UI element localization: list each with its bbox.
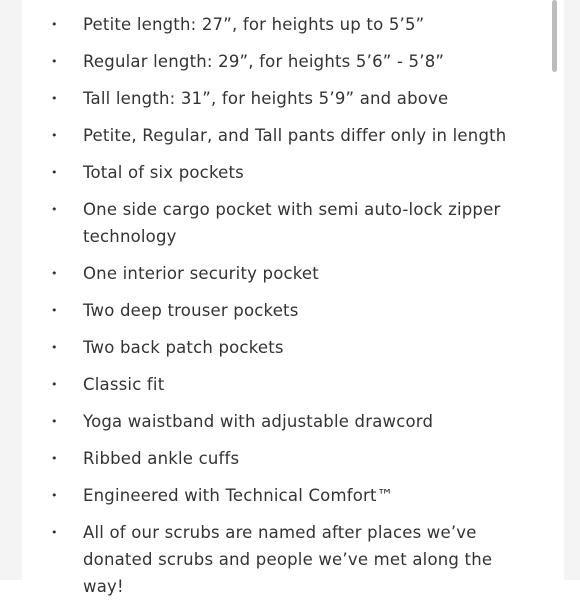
list-item <box>22 85 556 112</box>
list-item-text: One side cargo pocket with semi auto-lock zipper technology <box>83 200 501 246</box>
list-item <box>22 482 556 509</box>
list-item <box>22 196 556 250</box>
feature-list <box>22 11 556 610</box>
list-item <box>22 48 556 75</box>
list-item-text: Two back patch pockets <box>83 338 284 357</box>
bullet-icon: • <box>51 129 58 142</box>
list-item-text: Regular length: 29”, for heights 5’6” - 5’8” <box>83 52 445 71</box>
bullet-icon: • <box>51 341 58 354</box>
list-item-text: One interior security pocket <box>83 264 319 283</box>
list-item <box>22 334 556 361</box>
left-gutter <box>0 0 22 580</box>
bullet-icon: • <box>51 378 58 391</box>
bullet-icon: • <box>51 203 58 216</box>
bullet-icon: • <box>51 267 58 280</box>
list-item-text: Petite, Regular, and Tall pants differ only in length <box>83 126 507 145</box>
list-item-text: Tall length: 31”, for heights 5’9” and above <box>83 89 449 108</box>
list-item-text: All of our scrubs are named after places we’ve donated scrubs and people we’ve met along the way! <box>83 523 493 596</box>
list-item-text: Classic fit <box>83 375 165 394</box>
list-item-text: Total of six pockets <box>83 163 244 182</box>
scrollbar-thumb[interactable] <box>552 0 557 72</box>
list-item <box>22 122 556 149</box>
list-item-text: Two deep trouser pockets <box>83 301 299 320</box>
list-item-text: Yoga waistband with adjustable drawcord <box>83 412 434 431</box>
list-item <box>22 371 556 398</box>
list-item <box>22 260 556 287</box>
list-item <box>22 11 556 38</box>
list-item <box>22 445 556 472</box>
list-item <box>22 297 556 324</box>
scrollbar-track[interactable] <box>550 0 562 580</box>
list-item-text: Engineered with Technical Comfort™ <box>83 486 394 505</box>
bullet-icon: • <box>51 304 58 317</box>
list-item <box>22 519 556 600</box>
product-details-panel <box>22 0 556 596</box>
bullet-icon: • <box>51 55 58 68</box>
bullet-icon: • <box>51 489 58 502</box>
list-item <box>22 159 556 186</box>
bullet-icon: • <box>51 166 58 179</box>
bullet-icon: • <box>51 526 58 539</box>
list-item-text: Petite length: 27”, for heights up to 5’5” <box>83 15 425 34</box>
bullet-icon: • <box>51 18 58 31</box>
bullet-icon: • <box>51 415 58 428</box>
right-gutter <box>564 0 580 580</box>
list-item-text: Ribbed ankle cuffs <box>83 449 240 468</box>
bullet-icon: • <box>51 92 58 105</box>
bullet-icon: • <box>51 452 58 465</box>
list-item <box>22 408 556 435</box>
